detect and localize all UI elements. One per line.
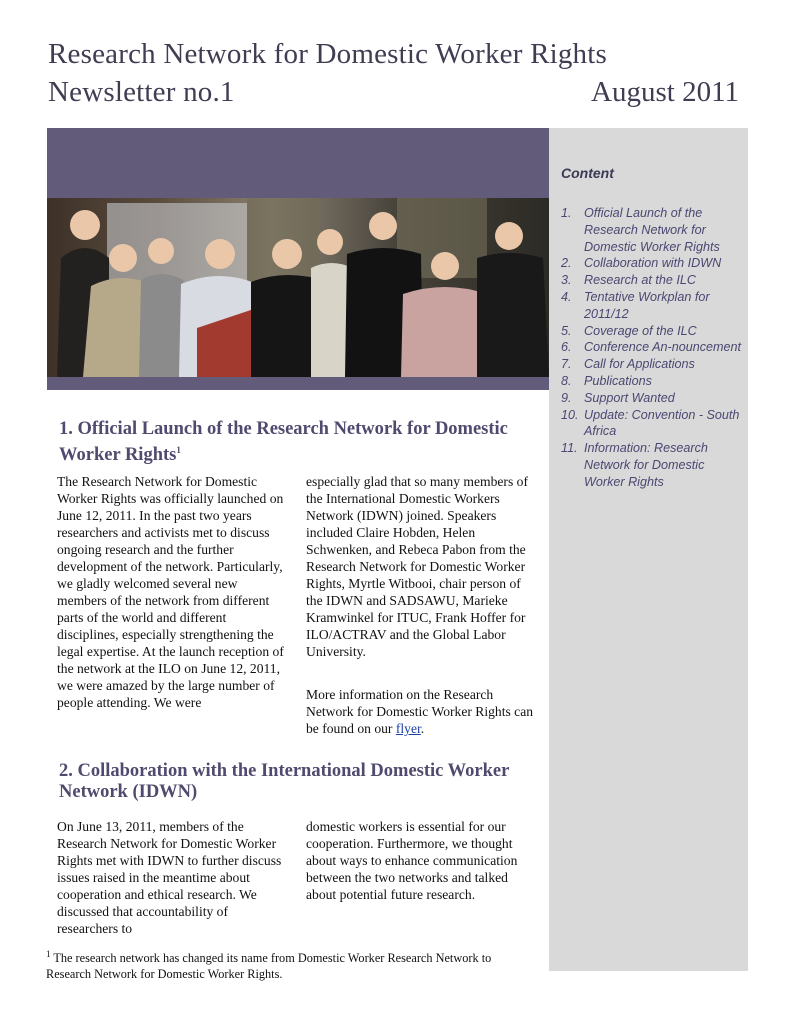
contents-item[interactable]: 5. Coverage of the ILC — [561, 323, 697, 338]
page-title-line2: Newsletter no.1 — [48, 76, 235, 108]
contents-item[interactable]: 10. Update: Convention - South Africa — [561, 407, 740, 439]
contents-item[interactable]: 2. Collaboration with IDWN — [561, 256, 722, 271]
header-band — [47, 128, 549, 198]
contents-item[interactable]: 3. Research at the ILC — [561, 273, 697, 288]
contents-item[interactable]: 7. Call for Applications — [561, 357, 695, 372]
section1-more-info: More information on the Research Network for Domestic Worker Rights can be found on our flyer. — [306, 687, 534, 736]
contents-title: Content — [561, 165, 614, 181]
contents-item[interactable]: 1. Official Launch of the Research Network for Domestic Worker Rights — [561, 206, 720, 254]
contents-item[interactable]: 8. Publications — [561, 373, 652, 388]
contents-item[interactable]: 11. Information: Research Network for Domestic Worker Rights — [561, 441, 708, 489]
contents-sidebar — [549, 128, 748, 971]
contents-item[interactable]: 4. Tentative Workplan for 2011/12 — [561, 289, 710, 321]
section2-column2: domestic workers is essential for our cooperation. Furthermore, we thought about ways to enhance communication between the two networks and talked about potential future research. — [306, 819, 518, 902]
footnote-marker[interactable]: 1 — [176, 445, 181, 455]
contents-item[interactable]: 9. Support Wanted — [561, 390, 675, 405]
photo-bottom-band — [47, 377, 549, 390]
section2-column1: On June 13, 2011, members of the Research Network for Domestic Worker Rights met with IDWN to further discuss issues raised in the meantime about cooperation and ethical research. We discussed that accountability of researchers to — [57, 819, 282, 936]
group-photo — [47, 198, 549, 377]
flyer-link[interactable]: flyer — [395, 721, 421, 736]
issue-date: August 2011 — [591, 76, 739, 108]
section1-column2: especially glad that so many members of the International Domestic Workers Network (IDWN) joined. Speakers included Claire Hobden, Helen Schwenken, and Rebeca Pabon from the Research Network for Domestic Worker Rights, Myrtle Witbooi, chair person of the IDWN and SADSAWU, Marieke Kramwinkel for ITUC, Frank Hoffer for ILO/ACTRAV and the Global Labor University. — [306, 474, 528, 659]
section1-column1: The Research Network for Domestic Worker Rights was officially launched on June 12, 2011. In the past two years researchers and activists met to discuss ongoing research and the further development of the network. Particularly, we gladly welcomed several new members of the network from different parts of the world and different disciplines, especially strengthening the legal expertise. At the launch reception of the network at the ILO on June 12, 2011, we were amazed by the large number of people attending. We were — [57, 474, 284, 710]
section1-heading: 1. Official Launch of the Research Network for Domestic Worker Rights$^1$ — [59, 419, 508, 466]
footnote: $^1$ The research network has changed its name from Domestic Worker Research Network to Research Network for Domestic Worker Rights. — [46, 949, 492, 982]
section2-heading: 2. Collaboration with the International Domestic Worker Network (IDWN) — [59, 761, 509, 802]
contents-item[interactable]: 6. Conference An-nouncement — [561, 340, 742, 355]
page-title-line1: Research Network for Domestic Worker Rights — [48, 38, 608, 70]
contents-list — [561, 205, 743, 491]
